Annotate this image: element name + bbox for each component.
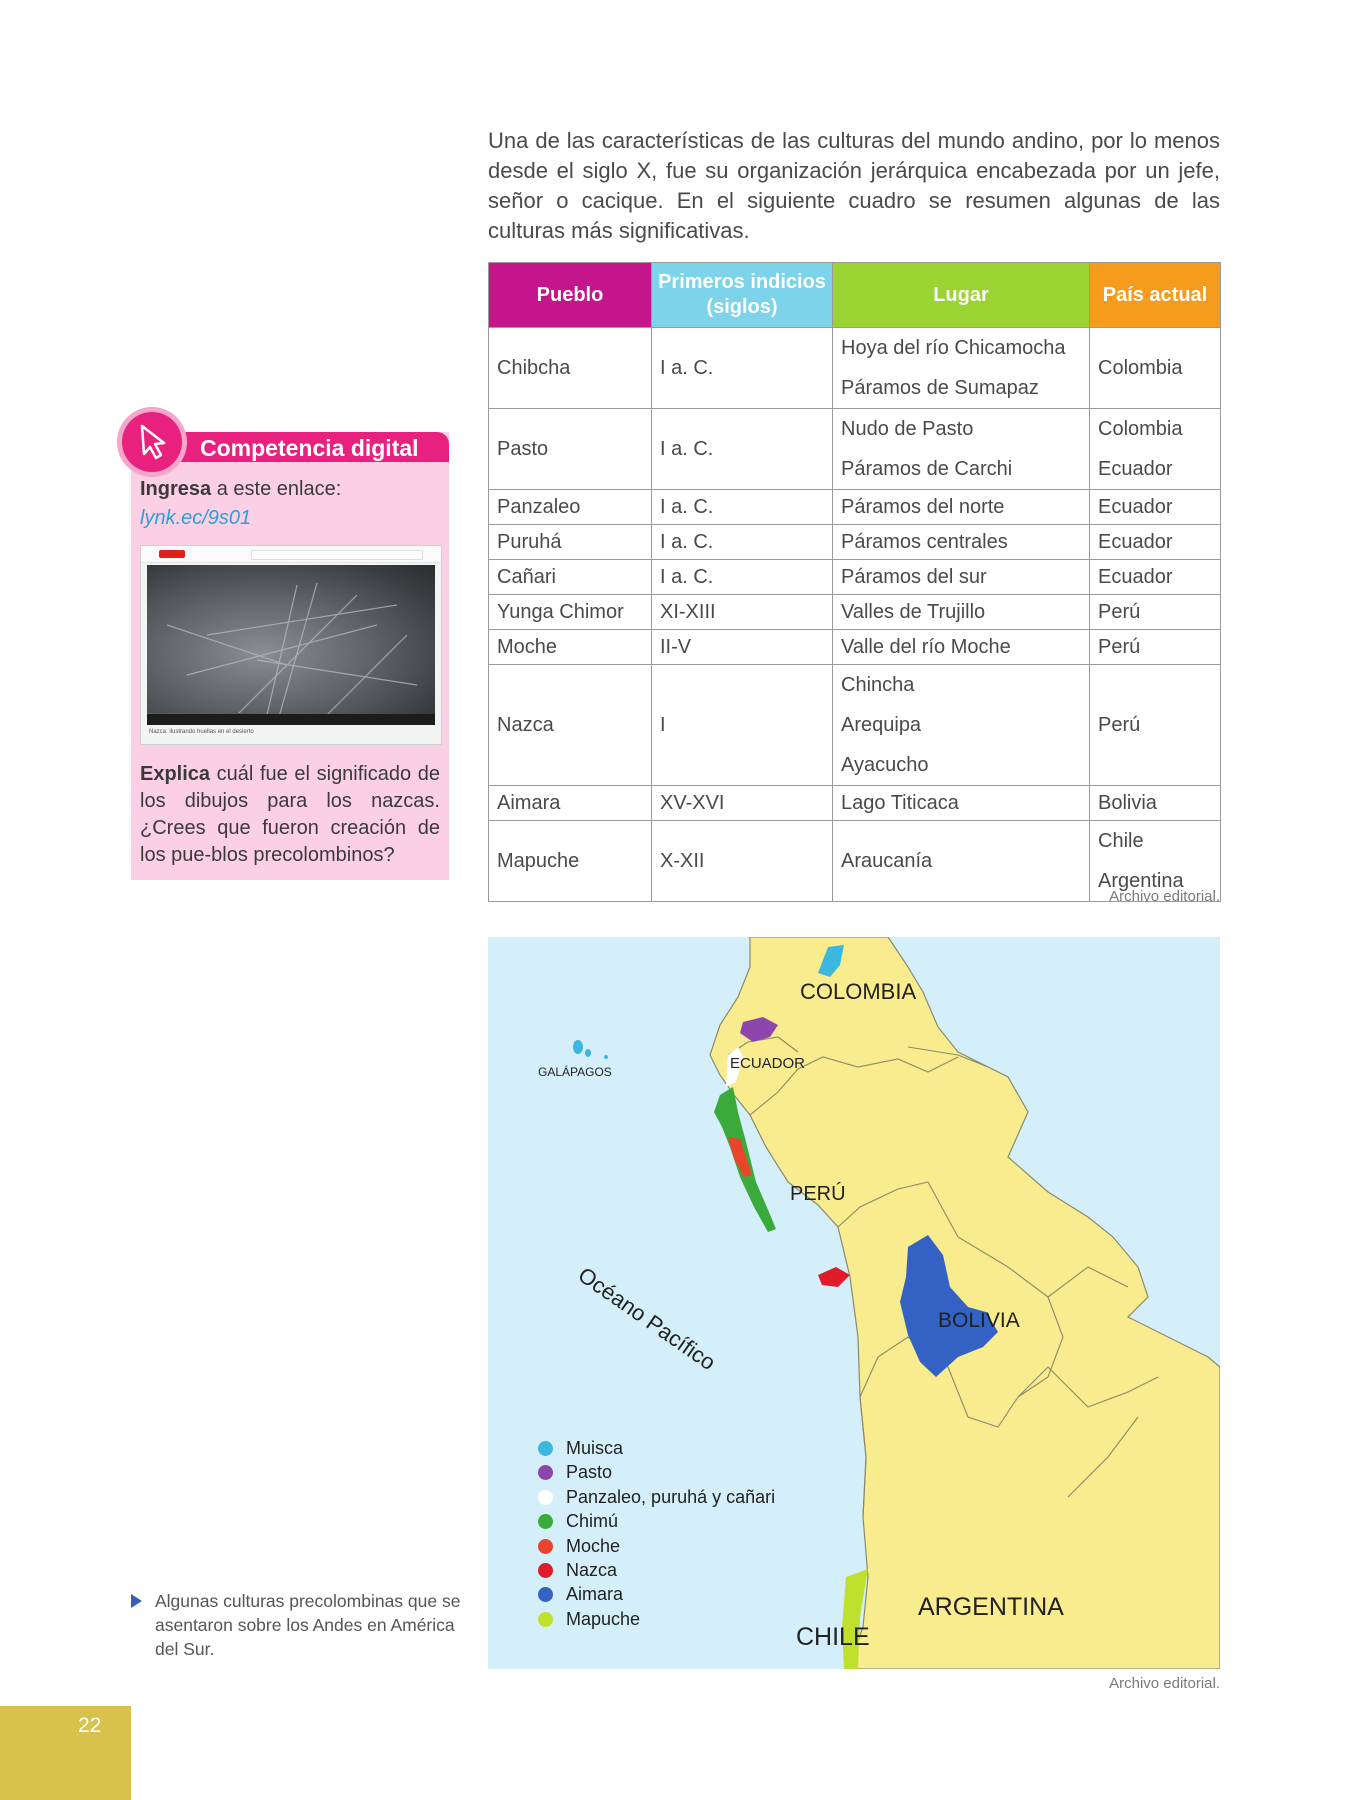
- resource-link[interactable]: lynk.ec/9s01: [140, 507, 252, 529]
- label-argentina: ARGENTINA: [918, 1593, 1064, 1621]
- cell-lugar-line: Páramos centrales: [841, 531, 1008, 553]
- cell-lugar: [833, 630, 1090, 665]
- legend-label: Pasto: [566, 1462, 613, 1483]
- cell-lugar-line: Chincha: [841, 674, 915, 696]
- legend-dot-icon: [538, 1490, 553, 1505]
- cell-lugar: [833, 328, 1090, 409]
- cell-lugar: [833, 595, 1090, 630]
- cell-pueblo: Mapuche: [489, 821, 652, 902]
- cell-pais-line: Ecuador: [1098, 566, 1173, 588]
- table-row: [489, 786, 1221, 821]
- cell-siglos: X-XII: [652, 821, 833, 902]
- cell-lugar: [833, 409, 1090, 490]
- cell-lugar-line: Páramos del sur: [841, 566, 987, 588]
- cell-siglos: I a. C.: [652, 328, 833, 409]
- header-pais-actual: País actual: [1090, 263, 1221, 328]
- cell-siglos: XI-XIII: [652, 595, 833, 630]
- label-chile: CHILE: [796, 1623, 870, 1651]
- cell-pais: [1090, 665, 1221, 786]
- cell-lugar-line: Arequipa: [841, 714, 922, 736]
- cell-pais-line: Perú: [1098, 636, 1141, 658]
- explica-question: [140, 761, 440, 869]
- cell-pais: [1090, 560, 1221, 595]
- cell-lugar: [833, 786, 1090, 821]
- page-number-band: [0, 1706, 131, 1800]
- nazca-lines-image: [147, 565, 435, 725]
- cell-pueblo: Chibcha: [489, 328, 652, 409]
- video-caption: Nazca: ilustrando huellas en el desierto: [149, 729, 254, 735]
- cell-lugar: [833, 560, 1090, 595]
- cell-pais-line: Ecuador: [1098, 458, 1173, 480]
- cell-pais-line: Colombia: [1098, 357, 1183, 379]
- cell-siglos: I a. C.: [652, 525, 833, 560]
- cell-lugar-line: Nudo de Pasto: [841, 418, 974, 440]
- table-row: [489, 525, 1221, 560]
- cell-lugar-line: Páramos de Carchi: [841, 458, 1013, 480]
- cell-pais: [1090, 595, 1221, 630]
- video-thumbnail[interactable]: [140, 545, 442, 745]
- cell-pais: [1090, 786, 1221, 821]
- map-source: Archivo editorial.: [1109, 1675, 1220, 1692]
- legend-dot-icon: [538, 1441, 553, 1456]
- cell-lugar-line: Páramos de Sumapaz: [841, 377, 1039, 399]
- cell-lugar-line: Valle del río Moche: [841, 636, 1011, 658]
- legend-dot-icon: [538, 1612, 553, 1627]
- cell-lugar: [833, 665, 1090, 786]
- cell-siglos: I a. C.: [652, 490, 833, 525]
- legend-label: Panzaleo, puruhá y cañari: [566, 1486, 776, 1507]
- youtube-logo-icon: [159, 550, 185, 558]
- ingresa-bold: Ingresa: [140, 478, 212, 500]
- cell-pais: [1090, 328, 1221, 409]
- explica-rest: cuál fue el significado de los dibujos para los nazcas. ¿Crees que fueron creación de los pue-blos precolombinos?: [140, 763, 440, 866]
- map-caption-text: Algunas culturas precolombinas que se asentaron sobre los Andes en América del Sur.: [155, 1591, 461, 1659]
- label-ocean: Océano Pacífico: [573, 1262, 721, 1376]
- intro-paragraph: Una de las características de las culturas del mundo andino, por lo menos desde el siglo X, fue su organización jerárquica encabezada por un jefe, señor o cacique. En el siguiente cuadro se resumen algunas de las culturas más significativas.: [488, 128, 1220, 243]
- cell-siglos: I a. C.: [652, 409, 833, 490]
- cell-lugar-line: Ayacucho: [841, 754, 929, 776]
- cell-pais-line: Ecuador: [1098, 496, 1173, 518]
- legend-label: Mapuche: [566, 1608, 641, 1629]
- south-america-land: [710, 937, 1220, 1669]
- video-topbar: [141, 546, 441, 563]
- region-nazca: [818, 1267, 850, 1287]
- label-ecuador: ECUADOR: [730, 1055, 806, 1072]
- label-colombia: COLOMBIA: [800, 979, 917, 1004]
- cursor-icon: [122, 412, 182, 472]
- header-pueblo: Pueblo: [489, 263, 652, 328]
- cell-siglos: I a. C.: [652, 560, 833, 595]
- explica-bold: Explica: [140, 763, 211, 785]
- cell-pais-line: Colombia: [1098, 418, 1183, 440]
- cell-siglos: I: [652, 665, 833, 786]
- table-row: [489, 409, 1221, 490]
- cell-lugar: [833, 490, 1090, 525]
- video-controls: [147, 714, 435, 725]
- table-row: [489, 665, 1221, 786]
- video-search-box: [251, 550, 423, 560]
- label-galapagos: GALÁPAGOS: [538, 1065, 612, 1079]
- cell-pais-line: Bolivia: [1098, 792, 1157, 814]
- header-primeros-indicios: Primeros indicios (siglos): [652, 263, 833, 328]
- cell-pais-line: Perú: [1098, 601, 1141, 623]
- legend-label: Nazca: [566, 1559, 618, 1580]
- cell-lugar: [833, 525, 1090, 560]
- header-lugar: Lugar: [833, 263, 1090, 328]
- cell-pais: [1090, 490, 1221, 525]
- legend-dot-icon: [538, 1539, 553, 1554]
- table-row: [489, 630, 1221, 665]
- cell-pueblo: Puruhá: [489, 525, 652, 560]
- table-row: [489, 560, 1221, 595]
- cell-lugar-line: Páramos del norte: [841, 496, 1005, 518]
- cell-pais-line: Chile: [1098, 830, 1144, 852]
- label-bolivia: BOLIVIA: [938, 1309, 1020, 1332]
- digital-competence-title: Competencia digital: [200, 435, 419, 461]
- cell-pais: [1090, 630, 1221, 665]
- cell-pueblo: Cañari: [489, 560, 652, 595]
- cursor-badge: [122, 412, 182, 472]
- table-header-row: [489, 263, 1221, 328]
- cell-pueblo: Panzaleo: [489, 490, 652, 525]
- legend-dot-icon: [538, 1563, 553, 1578]
- table-source: Archivo editorial.: [1109, 888, 1220, 905]
- map-caption: [131, 1589, 461, 1661]
- cell-pueblo: Yunga Chimor: [489, 595, 652, 630]
- cell-lugar-line: Lago Titicaca: [841, 792, 959, 814]
- ingresa-rest: a este enlace:: [211, 478, 342, 500]
- cell-siglos: II-V: [652, 630, 833, 665]
- legend-label: Chimú: [566, 1511, 619, 1532]
- table-row: [489, 490, 1221, 525]
- label-peru: PERÚ: [790, 1183, 846, 1205]
- cell-lugar-line: Hoya del río Chicamocha: [841, 337, 1066, 359]
- ingresa-text: [140, 474, 341, 504]
- cell-pueblo: Aimara: [489, 786, 652, 821]
- table-row: [489, 328, 1221, 409]
- cell-pais-line: Ecuador: [1098, 531, 1173, 553]
- cell-pueblo: Pasto: [489, 409, 652, 490]
- cell-pais: [1090, 409, 1221, 490]
- cell-lugar-line: Araucanía: [841, 850, 933, 872]
- table-row: [489, 595, 1221, 630]
- cell-pais-line: Perú: [1098, 714, 1141, 736]
- cell-pais: [1090, 525, 1221, 560]
- page-number: 22: [78, 1714, 102, 1737]
- cultures-table: [488, 262, 1221, 902]
- cell-lugar-line: Valles de Trujillo: [841, 601, 986, 623]
- cell-pais-line: Argentina: [1098, 870, 1184, 892]
- caption-arrow-icon: [131, 1594, 142, 1608]
- legend-label: Moche: [566, 1535, 621, 1556]
- legend-label: Aimara: [566, 1584, 624, 1605]
- cell-pueblo: Nazca: [489, 665, 652, 786]
- cell-siglos: XV-XVI: [652, 786, 833, 821]
- cell-pueblo: Moche: [489, 630, 652, 665]
- legend-label: Muisca: [566, 1438, 624, 1458]
